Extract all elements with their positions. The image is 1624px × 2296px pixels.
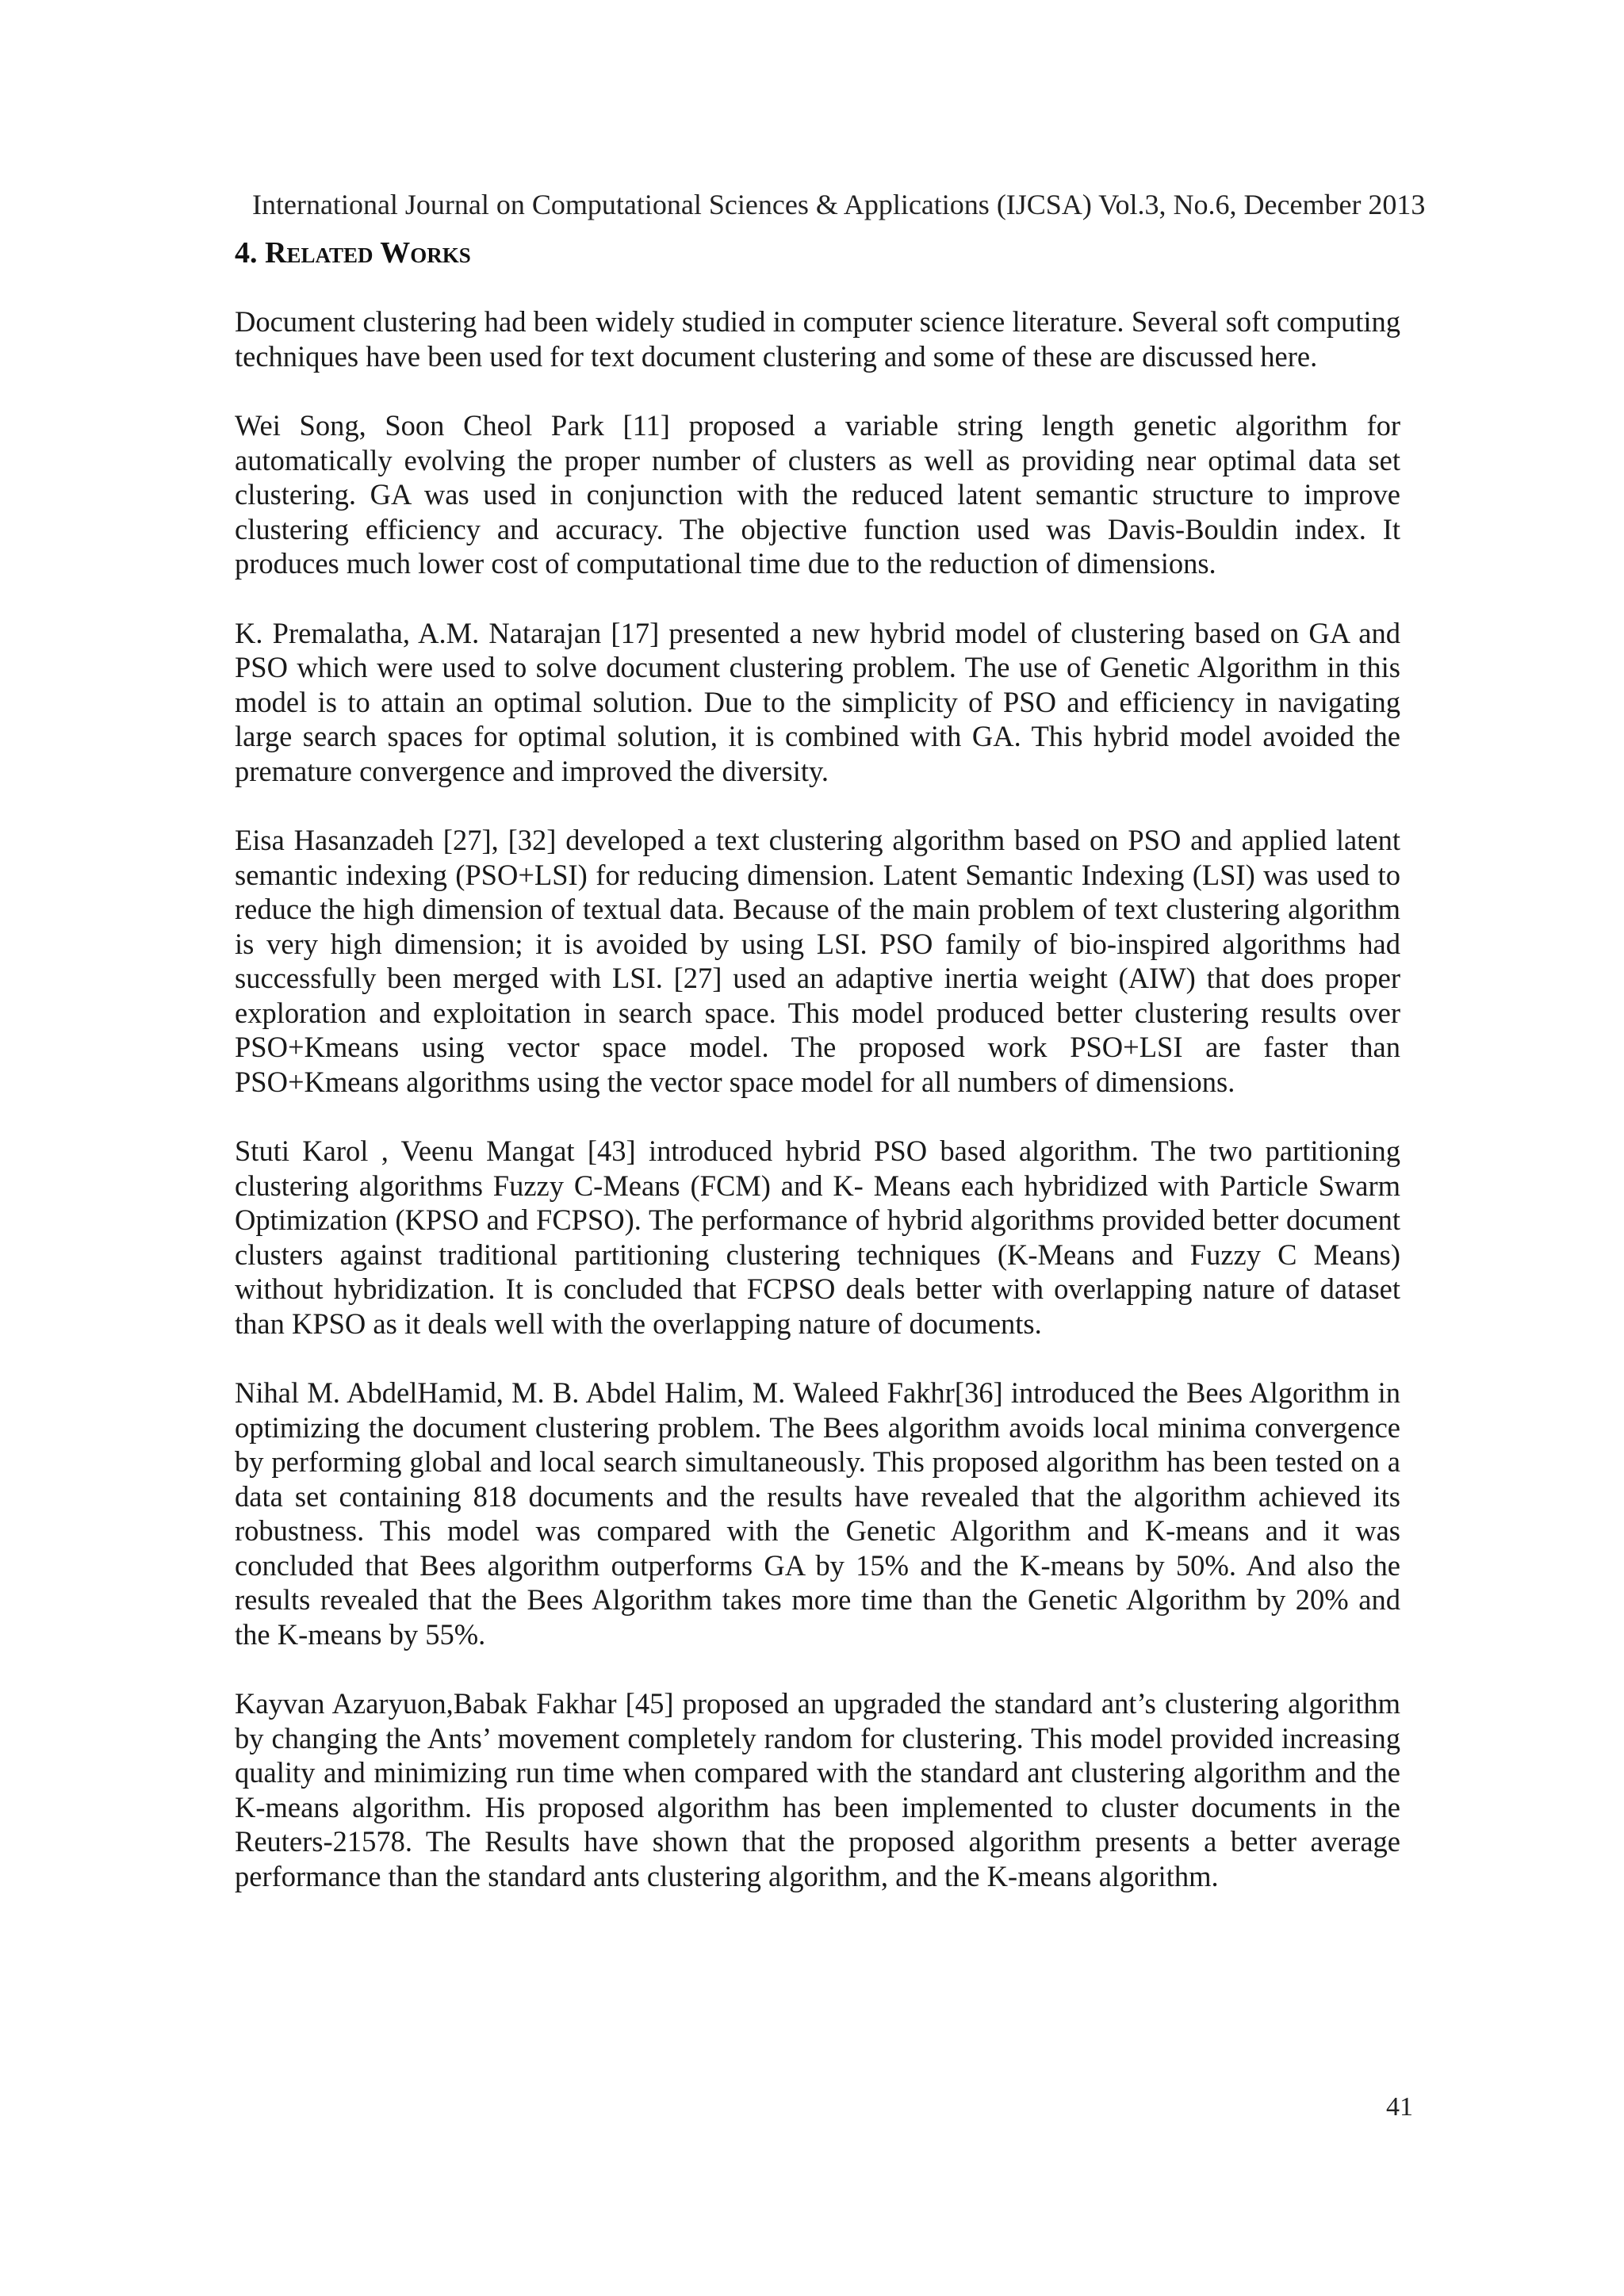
paragraph-hasanzadeh: Eisa Hasanzadeh [27], [32] developed a text clustering algorithm based on PSO and applied latent semantic indexing (PSO+LSI) for reducing dimension. Latent Semantic Indexing (LSI) was used to reduce the high dimension of textual data. Because of the main problem of text clustering algorithm is very high dimension; it is avoided by using LSI. PSO family of bio-inspired algorithms had successfully been merged with LSI. [27] used an adaptive inertia weight (AIW) that does proper exploration and exploitation in search space. This model produced better clustering results over PSO+Kmeans using vector space model. The proposed work PSO+LSI are faster than PSO+Kmeans algorithms using the vector space model for all numbers of dimensions. xyxy=(235,824,1400,1098)
paragraph-song-park: Wei Song, Soon Cheol Park [11] proposed a variable string length genetic algorithm for automatically evolving the proper number of clusters as well as providing near optimal data set clustering. GA was used in conjunction with the reduced latent semantic structure to improve clustering efficiency and accuracy. The objective function used was Davis-Bouldin index. It produces much lower cost of computational time due to the reduction of dimensions. xyxy=(235,409,1400,580)
journal-running-header: International Journal on Computational Sciences & Applications (IJCSA) Vol.3, No.6, December 2013 xyxy=(252,189,1426,220)
paragraph-premalatha-natarajan: K. Premalatha, A.M. Natarajan [17] presented a new hybrid model of clustering based on GA and PSO which were used to solve document clustering problem. The use of Genetic Algorithm in this model is to attain an optimal solution. Due to the simplicity of PSO and efficiency in navigating large search spaces for optimal solution, it is combined with GA. This hybrid model avoided the premature convergence and improved the diversity. xyxy=(235,616,1400,787)
paragraph-karol-mangat: Stuti Karol , Veenu Mangat [43] introduced hybrid PSO based algorithm. The two partitioning clustering algorithms Fuzzy C-Means (FCM) and K- Means each hybridized with Particle Swarm Optimization (KPSO and FCPSO). The performance of hybrid algorithms provided better document clusters against traditional partitioning clustering techniques (K-Means and Fuzzy C Means) without hybridization. It is concluded that FCPSO deals better with overlapping nature of dataset than KPSO as it deals well with the overlapping nature of documents. xyxy=(235,1135,1400,1340)
section-heading: 4. Related Works xyxy=(235,236,471,270)
paragraph-azaryuon-fakhar: Kayvan Azaryuon,Babak Fakhar [45] proposed an upgraded the standard ant’s clustering algorithm by changing the Ants’ movement completely random for clustering. This model provided increasing quality and minimizing run time when compared with the standard ant clustering algorithm and the K-means algorithm. His proposed algorithm has been implemented to cluster documents in the Reuters-21578. The Results have shown that the proposed algorithm presents a better average performance than the standard ants clustering algorithm, and the K-means algorithm. xyxy=(235,1687,1400,1892)
page-number: 41 xyxy=(1386,2092,1413,2122)
paragraph-intro: Document clustering had been widely studied in computer science literature. Several soft computing techniques have been used for text document clustering and some of these are discussed here. xyxy=(235,305,1400,373)
paragraph-abdelhamid: Nihal M. AbdelHamid, M. B. Abdel Halim, M. Waleed Fakhr[36] introduced the Bees Algorithm in optimizing the document clustering problem. The Bees algorithm avoids local minima convergence by performing global and local search simultaneously. This proposed algorithm has been tested on a data set containing 818 documents and the results have revealed that the algorithm achieved its robustness. This model was compared with the Genetic Algorithm and K-means and it was concluded that Bees algorithm outperforms GA by 15% and the K-means by 50%. And also the results revealed that the Bees Algorithm takes more time than the Genetic Algorithm by 20% and the K-means by 55%. xyxy=(235,1376,1400,1651)
section-body xyxy=(235,304,1400,1928)
